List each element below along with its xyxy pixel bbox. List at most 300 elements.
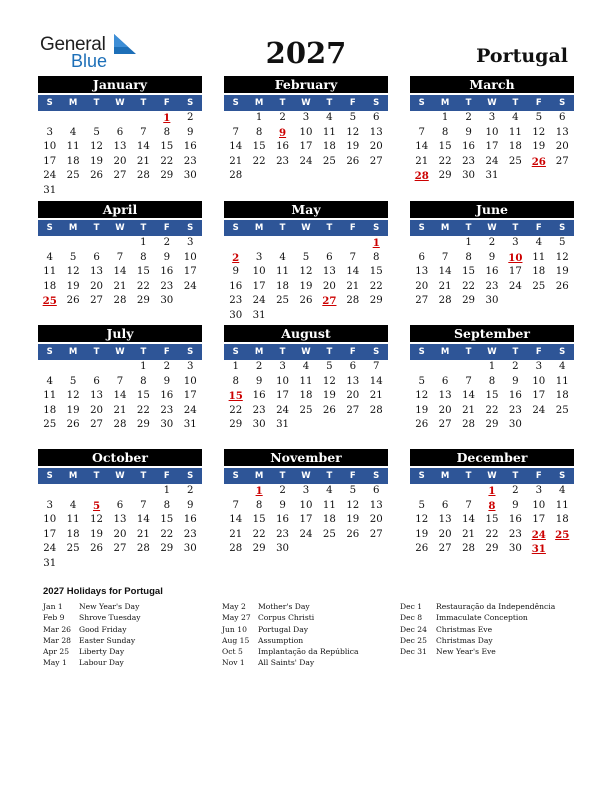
day-cell: 15 [462, 266, 476, 277]
day-cell: 19 [66, 404, 80, 416]
day-cell: 7 [373, 361, 380, 372]
day-cell: 16 [229, 280, 243, 292]
day-cell: 11 [508, 126, 522, 138]
month-name: November [224, 449, 388, 466]
day-cell: 16 [160, 390, 174, 401]
day-cell: 21 [229, 155, 243, 167]
day-cell: 4 [69, 499, 77, 511]
logo-text-blue: Blue [71, 51, 108, 71]
day-cell: 5 [559, 237, 566, 248]
day-cell: 19 [299, 280, 313, 292]
day-cell: 29 [438, 170, 452, 181]
holiday-row [222, 635, 359, 646]
day-cell: 12 [90, 514, 104, 525]
day-cell: 12 [415, 390, 429, 401]
day-cell: 17 [183, 390, 197, 401]
weekday-label: T [279, 223, 286, 233]
day-cell: 26 [90, 543, 104, 554]
weekday-label: S [232, 223, 239, 233]
day-cell: 12 [322, 375, 336, 387]
holiday-row [222, 646, 359, 657]
day-cell: 26 [322, 404, 336, 416]
day-cell: 8 [465, 251, 472, 263]
day-cell: 14 [462, 390, 476, 401]
weekday-label: S [46, 347, 53, 357]
holiday-row [43, 624, 141, 635]
day-cell: 20 [369, 514, 383, 525]
day-blank [410, 111, 433, 126]
day-cell: 6 [441, 375, 449, 387]
day-cell: 20 [113, 155, 127, 167]
day-cell: 5 [69, 375, 77, 387]
month-march [410, 76, 574, 184]
day-cell: 15 [485, 390, 499, 401]
day-cell: 17 [299, 514, 313, 525]
day-cell: 30 [462, 170, 476, 181]
day-cell: 25 [66, 543, 80, 554]
day-cell-holiday: 9 [279, 126, 287, 139]
day-grid [224, 360, 388, 433]
day-cell: 15 [160, 141, 174, 152]
day-cell: 31 [183, 419, 197, 430]
month-february [224, 76, 388, 184]
holiday-name: Christmas Eve [436, 624, 493, 634]
day-blank [61, 111, 84, 126]
weekday-label: F [535, 347, 542, 357]
weekday-label: W [487, 471, 497, 481]
day-cell: 14 [136, 141, 150, 152]
day-cell: 1 [441, 112, 449, 123]
day-cell: 5 [349, 112, 357, 123]
day-cell: 17 [485, 141, 499, 152]
day-cell: 18 [322, 514, 336, 525]
weekday-header [38, 220, 202, 236]
day-cell: 3 [302, 112, 310, 123]
day-cell: 6 [441, 499, 449, 511]
day-cell: 6 [93, 251, 100, 263]
day-cell: 22 [462, 280, 476, 292]
weekday-label: T [326, 347, 333, 357]
weekday-label: S [187, 471, 194, 481]
weekday-label: M [440, 223, 450, 233]
day-cell: 30 [160, 419, 174, 430]
day-blank [38, 111, 61, 126]
day-cell: 3 [535, 485, 543, 496]
weekday-header [410, 220, 574, 236]
day-cell: 31 [276, 419, 290, 430]
day-cell: 17 [276, 390, 290, 401]
holiday-date: Dec 1 [400, 602, 423, 611]
holiday-date: May 1 [43, 658, 67, 668]
weekday-label: F [535, 223, 542, 233]
day-cell: 4 [279, 251, 286, 263]
day-grid [410, 360, 574, 433]
day-cell: 1 [163, 485, 171, 496]
weekday-header [224, 468, 388, 484]
day-cell: 28 [136, 543, 150, 554]
day-grid [38, 484, 202, 571]
day-cell: 22 [136, 404, 150, 416]
day-cell: 11 [322, 126, 336, 138]
day-cell: 11 [322, 499, 336, 511]
holiday-name: Labour Day [79, 658, 124, 668]
day-cell: 12 [90, 141, 104, 152]
day-cell: 16 [276, 141, 290, 152]
day-cell: 8 [255, 499, 263, 511]
day-cell: 28 [462, 543, 476, 554]
day-cell: 25 [322, 528, 336, 540]
day-cell: 14 [229, 514, 243, 525]
weekday-label: W [487, 347, 497, 357]
day-cell: 29 [369, 295, 383, 306]
day-cell: 4 [559, 485, 566, 496]
weekday-label: T [140, 223, 147, 233]
day-cell: 18 [43, 280, 57, 292]
month-november [224, 449, 388, 557]
holiday-row [43, 657, 141, 668]
day-cell: 2 [465, 112, 472, 123]
holiday-row [400, 635, 555, 646]
month-name: January [38, 76, 202, 93]
day-cell: 15 [160, 514, 174, 525]
holiday-date: May 2 [222, 602, 246, 611]
day-cell: 24 [43, 170, 57, 181]
day-cell: 12 [415, 514, 429, 525]
day-cell: 15 [438, 141, 452, 152]
day-cell: 12 [299, 266, 313, 277]
weekday-label: W [115, 98, 125, 108]
month-october [38, 449, 202, 571]
weekday-label: M [68, 471, 78, 481]
day-cell: 4 [535, 237, 543, 248]
weekday-label: F [349, 471, 356, 481]
weekday-label: W [115, 223, 125, 233]
weekday-header [224, 220, 388, 236]
holiday-date: Jan 1 [43, 602, 63, 611]
day-cell: 28 [229, 170, 243, 181]
day-blank [132, 484, 155, 499]
weekday-label: F [349, 98, 356, 108]
holiday-name: Restauração da Independência [436, 602, 556, 611]
weekday-label: M [68, 347, 78, 357]
day-cell: 23 [276, 155, 290, 167]
day-cell: 16 [160, 266, 174, 277]
month-name: April [38, 201, 202, 218]
day-cell: 17 [508, 266, 522, 277]
day-cell: 7 [232, 126, 239, 138]
day-cell: 21 [136, 528, 150, 540]
day-cell: 15 [136, 390, 150, 401]
day-cell: 25 [299, 404, 313, 416]
day-cell-holiday: 2 [232, 251, 240, 264]
holiday-name: Implantação da República [258, 647, 359, 657]
day-cell: 21 [346, 280, 360, 292]
weekday-label: T [512, 347, 519, 357]
day-cell: 30 [183, 543, 197, 554]
weekday-label: T [279, 98, 286, 108]
day-cell: 24 [485, 155, 499, 167]
weekday-label: W [301, 471, 311, 481]
weekday-label: M [254, 347, 264, 357]
weekday-label: S [373, 347, 380, 357]
day-cell: 24 [252, 295, 266, 306]
day-cell: 3 [46, 126, 53, 138]
weekday-label: W [487, 98, 497, 108]
day-cell: 26 [415, 543, 429, 554]
day-grid [224, 111, 388, 184]
weekday-header [410, 344, 574, 360]
day-cell: 26 [66, 295, 80, 306]
day-cell: 27 [438, 543, 452, 554]
day-blank [38, 360, 61, 375]
day-cell: 4 [559, 361, 566, 372]
day-cell: 20 [346, 390, 360, 401]
day-cell: 13 [438, 390, 452, 401]
holiday-name: Assumption [258, 635, 304, 645]
day-cell: 23 [508, 528, 522, 540]
day-cell: 13 [322, 266, 336, 277]
day-cell: 6 [349, 361, 357, 372]
day-cell: 2 [187, 485, 194, 496]
day-blank [85, 236, 108, 251]
day-cell: 11 [532, 251, 546, 263]
weekday-label: T [465, 223, 472, 233]
day-blank [61, 236, 84, 251]
weekday-label: W [115, 347, 125, 357]
weekday-label: F [349, 347, 356, 357]
day-cell: 22 [252, 155, 266, 167]
weekday-label: T [279, 471, 286, 481]
day-blank [224, 111, 247, 126]
weekday-label: W [301, 347, 311, 357]
day-cell: 19 [66, 280, 80, 292]
weekday-label: T [140, 471, 147, 481]
day-cell: 2 [512, 485, 519, 496]
day-cell: 18 [66, 528, 80, 540]
day-cell: 21 [229, 528, 243, 540]
day-cell: 22 [229, 404, 243, 416]
holiday-date: Jun 10 [222, 624, 247, 634]
weekday-label: S [559, 98, 566, 108]
day-cell: 3 [255, 251, 263, 263]
day-cell: 26 [66, 419, 80, 430]
day-blank [433, 484, 456, 499]
day-blank [108, 484, 131, 499]
day-blank [61, 484, 84, 499]
day-cell: 21 [113, 280, 127, 292]
day-grid [410, 111, 574, 184]
day-cell: 26 [555, 280, 569, 292]
day-cell: 30 [485, 295, 499, 306]
day-cell: 26 [90, 170, 104, 181]
day-cell: 17 [252, 280, 266, 292]
day-cell: 25 [66, 170, 80, 181]
day-cell: 28 [438, 295, 452, 306]
day-blank [294, 236, 317, 251]
day-cell-holiday: 1 [372, 237, 380, 249]
day-cell: 27 [113, 170, 127, 181]
day-cell: 2 [488, 237, 496, 248]
weekday-label: M [440, 347, 450, 357]
day-blank [108, 360, 131, 375]
weekday-label: W [301, 98, 311, 108]
month-name: December [410, 449, 574, 466]
weekday-label: S [232, 347, 239, 357]
day-cell: 24 [183, 280, 197, 292]
page-title-year: 2027 [265, 36, 347, 70]
day-cell: 10 [532, 375, 546, 387]
day-cell: 1 [488, 361, 496, 372]
day-cell: 3 [535, 361, 543, 372]
day-blank [457, 360, 480, 375]
day-cell: 26 [415, 419, 429, 430]
day-cell: 6 [418, 251, 425, 263]
day-cell: 21 [415, 155, 429, 167]
weekday-label: T [93, 471, 100, 481]
holiday-date: Dec 24 [400, 624, 427, 634]
day-cell: 10 [43, 514, 57, 525]
day-cell: 5 [535, 112, 543, 123]
day-cell: 10 [299, 126, 313, 138]
day-blank [433, 236, 456, 251]
day-cell: 31 [43, 184, 57, 196]
day-cell: 11 [43, 390, 57, 401]
day-cell: 25 [276, 295, 290, 306]
day-cell: 8 [140, 375, 147, 387]
weekday-label: S [559, 223, 566, 233]
day-cell: 28 [113, 419, 127, 430]
day-cell: 14 [136, 514, 150, 525]
weekday-label: S [232, 471, 239, 481]
holiday-name: Portugal Day [258, 624, 309, 634]
day-cell: 29 [160, 170, 174, 181]
weekday-label: T [465, 471, 472, 481]
day-cell: 18 [532, 266, 546, 277]
weekday-label: F [349, 223, 356, 233]
day-cell: 3 [46, 499, 53, 511]
day-cell: 12 [66, 266, 80, 277]
day-cell: 6 [326, 251, 333, 263]
weekday-label: T [93, 347, 100, 357]
day-cell: 14 [415, 141, 429, 152]
day-cell: 18 [299, 390, 313, 401]
day-cell: 21 [462, 404, 476, 416]
day-cell: 26 [346, 155, 360, 167]
day-cell: 10 [276, 375, 290, 387]
day-cell: 10 [43, 141, 57, 152]
day-cell: 7 [441, 251, 449, 263]
weekday-label: T [465, 98, 472, 108]
day-blank [108, 111, 131, 126]
weekday-label: S [559, 471, 566, 481]
day-cell-holiday: 31 [531, 543, 546, 555]
day-cell: 31 [252, 309, 266, 321]
month-name: June [410, 201, 574, 218]
day-cell: 1 [255, 112, 263, 123]
holiday-column [43, 601, 141, 669]
weekday-label: S [418, 223, 425, 233]
weekday-header [38, 95, 202, 111]
day-cell: 23 [183, 528, 197, 540]
day-cell: 23 [508, 404, 522, 416]
day-cell: 25 [555, 404, 569, 416]
day-cell: 16 [276, 514, 290, 525]
month-name: August [224, 325, 388, 342]
weekday-label: T [512, 98, 519, 108]
day-blank [410, 236, 433, 251]
day-cell: 23 [252, 404, 266, 416]
day-cell: 5 [418, 375, 425, 387]
day-cell: 30 [229, 309, 243, 321]
weekday-label: S [373, 223, 380, 233]
weekday-label: S [418, 347, 425, 357]
day-cell: 26 [346, 528, 360, 540]
day-cell: 1 [465, 237, 472, 248]
day-cell: 7 [418, 126, 425, 138]
month-september [410, 325, 574, 433]
day-cell: 14 [369, 375, 383, 387]
day-cell: 31 [43, 557, 57, 569]
holiday-date: Dec 8 [400, 613, 423, 623]
holiday-name: Easter Sunday [79, 635, 136, 645]
day-cell: 30 [183, 170, 197, 181]
day-blank [38, 484, 61, 499]
day-cell: 27 [369, 528, 383, 540]
day-cell: 1 [140, 361, 147, 372]
day-cell: 19 [90, 155, 104, 167]
day-cell: 20 [90, 404, 104, 416]
holiday-date: Aug 15 [222, 635, 250, 645]
day-cell: 4 [326, 485, 333, 496]
day-cell: 23 [160, 404, 174, 416]
day-cell: 5 [326, 361, 333, 372]
holiday-date: Mar 28 [43, 635, 72, 645]
weekday-label: F [535, 98, 542, 108]
holiday-row [43, 612, 141, 623]
day-grid [38, 111, 202, 198]
month-name: February [224, 76, 388, 93]
day-cell: 8 [373, 251, 380, 263]
day-cell-holiday: 8 [488, 499, 496, 512]
day-cell: 8 [255, 126, 263, 138]
day-cell: 9 [163, 375, 171, 387]
holiday-row [43, 601, 141, 612]
weekday-label: S [232, 98, 239, 108]
day-cell: 29 [485, 543, 499, 554]
weekday-label: M [440, 98, 450, 108]
holiday-name: New Year's Eve [436, 647, 496, 657]
day-cell: 8 [232, 375, 239, 387]
day-cell: 7 [140, 126, 147, 138]
day-cell: 10 [183, 251, 197, 263]
holiday-name: Immaculate Conception [436, 613, 528, 623]
day-cell: 28 [346, 295, 360, 306]
day-cell: 17 [532, 514, 546, 525]
day-cell: 25 [322, 155, 336, 167]
day-grid [410, 484, 574, 557]
day-cell: 8 [441, 126, 449, 138]
day-cell: 17 [183, 266, 197, 277]
day-cell-holiday: 15 [228, 390, 243, 402]
day-blank [457, 484, 480, 499]
holiday-row [222, 624, 359, 635]
holiday-row [43, 646, 141, 657]
day-cell: 5 [69, 251, 77, 263]
month-april [38, 201, 202, 309]
day-cell-holiday: 1 [488, 485, 496, 497]
weekday-label: T [326, 471, 333, 481]
month-january [38, 76, 202, 198]
